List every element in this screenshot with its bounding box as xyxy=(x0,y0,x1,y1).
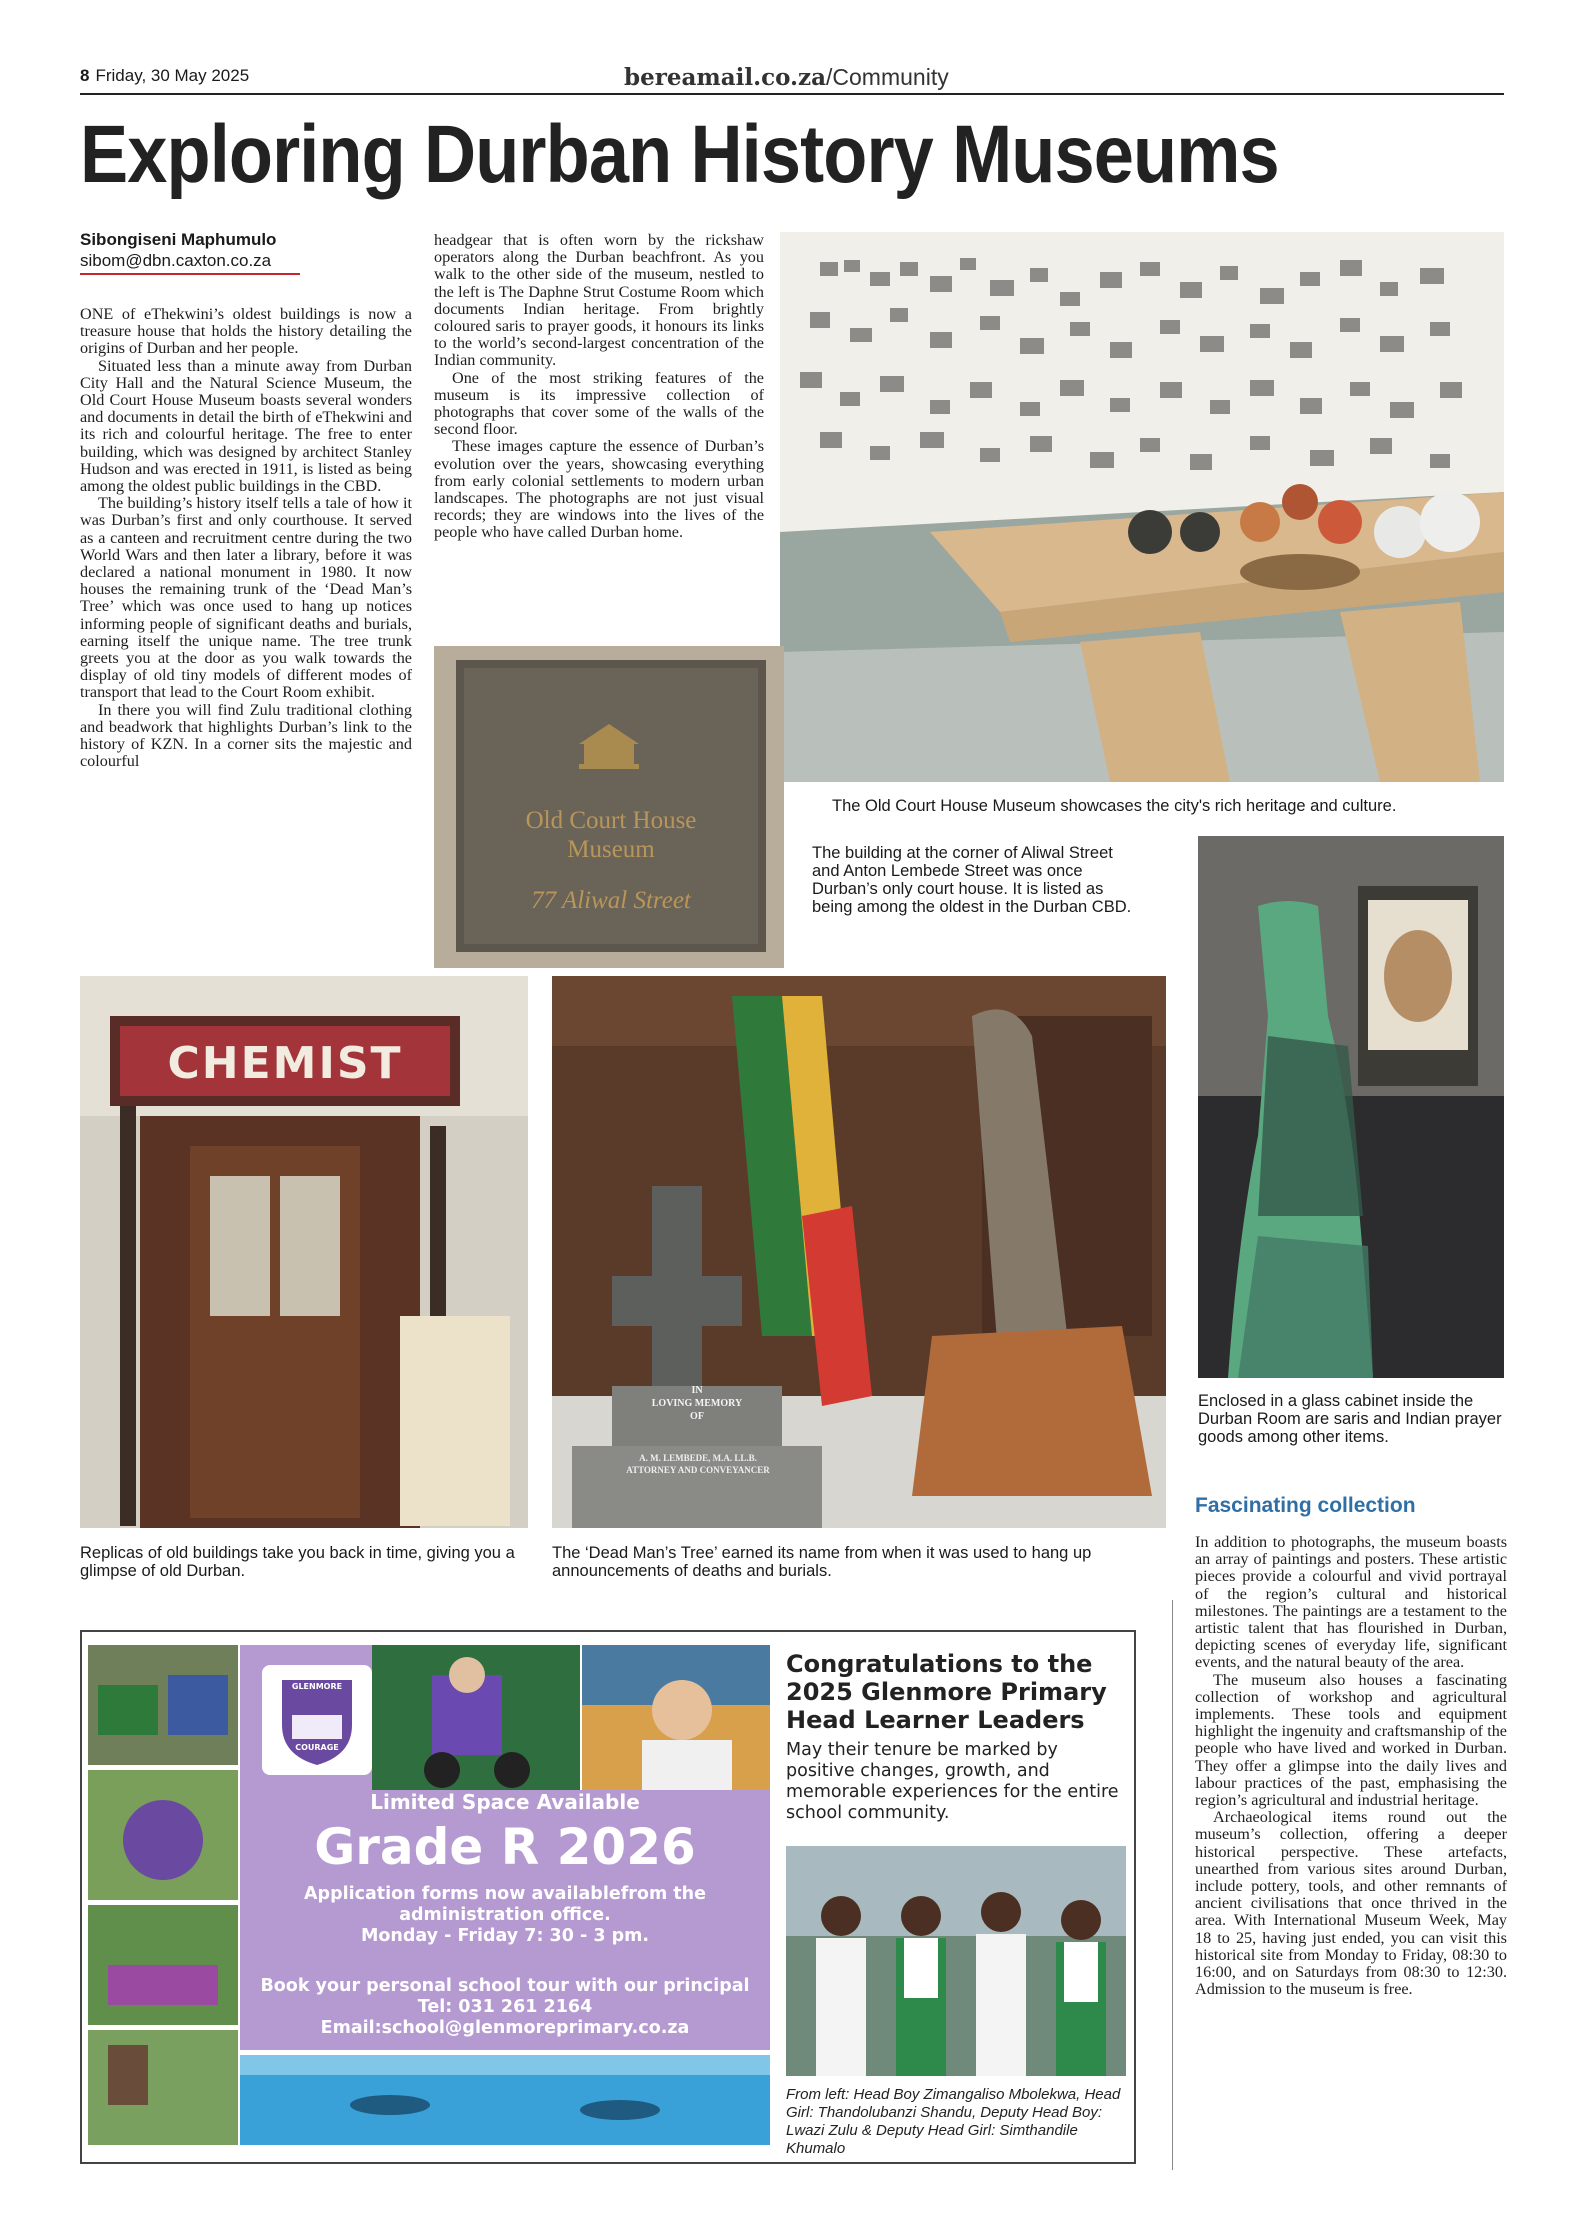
paragraph: These images capture the essence of Durban’s evolution over the years, showcasing everything from early colonial settlements to modern urban landscapes. The photographs are not just visual records; they are windows into the lives of the people who have called Durban home. xyxy=(434,437,764,542)
author-email: sibom@dbn.caxton.co.za xyxy=(80,251,272,270)
building-caption: The building at the corner of Aliwal Street and Anton Lembede Street was once Durban’s only court house. It is listed as being among the oldest in the Durban CBD. xyxy=(812,844,1132,916)
memorial-line: LOVING MEMORY xyxy=(651,1398,743,1409)
sari-caption: Enclosed in a glass cabinet inside the Durban Room are saris and Indian prayer goods among other items. xyxy=(1198,1392,1502,1446)
ad-photo-reader xyxy=(582,1645,770,1790)
ad-photo-cyclist xyxy=(372,1645,580,1790)
site-name: bereamail.co.za xyxy=(624,64,827,91)
ad-email[interactable]: Email:school@glenmoreprimary.co.za xyxy=(320,2018,690,2038)
plaque-line: Old Court House xyxy=(525,807,697,834)
column-divider xyxy=(1172,1600,1173,2170)
ad-congrats-subtitle: May their tenure be marked by positive changes, growth, and memorable experiences for the entire school community. xyxy=(786,1740,1119,1823)
school-logo xyxy=(262,1665,372,1775)
article-headline: Exploring Durban History Museums xyxy=(80,109,1279,200)
chemist-caption: Replicas of old buildings take you back in time, giving you a glimpse of old Durban. xyxy=(80,1544,515,1580)
header-rule xyxy=(80,93,1504,95)
section-name: Community xyxy=(832,64,949,90)
page-header-right xyxy=(624,64,949,91)
issue-date: Friday, 30 May 2025 xyxy=(95,66,250,85)
ad-hours: Monday - Friday 7: 30 - 3 pm. xyxy=(360,1926,650,1946)
ad-tel[interactable]: Tel: 031 261 2164 xyxy=(417,1997,593,2017)
section-subhead: Fascinating collection xyxy=(1195,1494,1416,1517)
logo-bottom-text: COURAGE xyxy=(295,1743,339,1752)
ad-leaders-caption: From left: Head Boy Zimangaliso Mbolekwa, Head Girl: Thandolubanzi Shandu, Deputy Head Boy: Lwazi Zulu & Deputy Head Girl: Simthandile Khumalo xyxy=(786,2086,1121,2157)
gallery-photo xyxy=(780,232,1504,782)
paragraph: ONE of eThekwini’s oldest buildings is now a treasure house that holds the history detailing the origins of Durban and her people. xyxy=(80,305,412,358)
paragraph: One of the most striking features of the museum is its impressive collection of photographs that cover some of the walls of the second floor. xyxy=(434,368,764,439)
ad-photo-leaders xyxy=(786,1846,1126,2076)
paragraph: In addition to photographs, the museum boasts an array of paintings and posters. These artistic pieces provide a colourful and vivid portrayal of the region’s cultural and historical milestones. The paintings are a testament to the artistic talent that has flourished in Durban, depicting scenes of everyday life, significant events, and the natural beauty of the area. xyxy=(1195,1533,1507,1672)
plaque-line: Museum xyxy=(567,836,655,863)
article-column-2 xyxy=(434,232,764,542)
paragraph: The building’s history itself tells a tale of how it was Durban’s first and only courthouse. It served as a canteen and recruitment centre during the two World Wars and then later a library, before it was declared a national monument in 1980. It now houses the remaining trunk of the ‘Dead Man’s Tree’ which was once used to hang up notices informing people of significant deaths and burials, earning itself the unique name. The tree trunk greets you at the door as you walk towards the display of old tiny models of different modes of transport that lead to the Court Room exhibit. xyxy=(80,494,412,702)
memorial-line: ATTORNEY AND CONVEYANCER xyxy=(626,1465,770,1475)
ad-limited-space: Limited Space Available xyxy=(370,1790,640,1814)
author-name: Sibongiseni Maphumulo xyxy=(80,230,277,249)
paragraph: Archaeological items round out the museum’s collection, offering a deeper historical perspective. These artefacts, unearthed from various sites around Durban, include pottery, tools, and other remnants of ancient civilisations that once thrived in the area. With International Museum Week, May 18 to 25, having just ended, you can visit this historical site from Monday to Friday, 08:30 to 16:00, and on Saturdays from 08:30 to 12:30. Admission to the museum is free. xyxy=(1195,1808,1507,1999)
ad-booking-text xyxy=(245,1976,765,2039)
plaque-photo xyxy=(434,646,784,968)
header-separator: / xyxy=(826,64,833,90)
page-header-left xyxy=(80,66,249,86)
memorial-line: IN xyxy=(691,1385,703,1396)
memorial-line: A. M. LEMBEDE, M.A. LL.B. xyxy=(639,1453,757,1463)
tree-caption: The ‘Dead Man’s Tree’ earned its name from when it was used to hang up announcements of deaths and burials. xyxy=(552,1544,1092,1580)
article-column-3 xyxy=(1195,1534,1507,1998)
paragraph: Situated less than a minute away from Durban City Hall and the Natural Science Museum, the Old Court House Museum boasts several wonders and documents in detail the birth of eThekwini and its rich and colourful heritage. The free to enter building, which was designed by architect Stanley Hudson and was erected in 1911, is listed as being among the oldest public buildings in the CBD. xyxy=(80,356,412,496)
ad-congrats-title: Congratulations to the 2025 Glenmore Primary Head Learner Leaders xyxy=(786,1650,1107,1734)
chemist-photo xyxy=(80,976,528,1528)
ad-grade-heading: Grade R 2026 xyxy=(314,1818,696,1876)
gallery-caption: The Old Court House Museum showcases the city's rich heritage and culture. xyxy=(832,797,1397,815)
ad-photo-strip xyxy=(88,1645,238,2145)
page-number: 8 xyxy=(80,66,90,85)
sari-photo xyxy=(1198,836,1504,1378)
paragraph: headgear that is often worn by the rickshaw operators along the Durban beachfront. As you walk to the other side of the museum, nestled to the left is The Daphne Strut Costume Room which documents Indian heritage. From brightly coloured saris to prayer goods, it honours its links to the world’s second-largest concentration of the Indian community. xyxy=(434,231,764,370)
logo-top-text: GLENMORE xyxy=(291,1682,343,1691)
article-column-1 xyxy=(80,306,412,770)
byline-rule xyxy=(80,273,300,275)
plaque-line: 77 Aliwal Street xyxy=(531,887,691,914)
memorial-line: OF xyxy=(690,1411,704,1422)
chemist-sign: CHEMIST xyxy=(167,1038,403,1089)
ad-book-line: Book your personal school tour with our principal xyxy=(260,1976,750,1996)
tree-photo xyxy=(552,976,1166,1528)
paragraph: In there you will find Zulu traditional clothing and beadwork that highlights Durban’s link to the history of KZN. In a corner sits the majestic and colourful xyxy=(80,700,412,771)
paragraph: The museum also houses a fascinating collection of workshop and agricultural implements. These tools and equipment highlight the ingenuity and craftsmanship of the people who have lived and worked in Durban. They offer a glimpse into the daily lives and labour practices of the past, emphasising the region’s agricultural and industrial heritage. xyxy=(1195,1670,1507,1810)
ad-photo-swimming xyxy=(240,2055,770,2145)
ad-application-text xyxy=(260,1884,750,1947)
ad-application-line: Application forms now availablefrom the administration office. xyxy=(304,1884,706,1925)
